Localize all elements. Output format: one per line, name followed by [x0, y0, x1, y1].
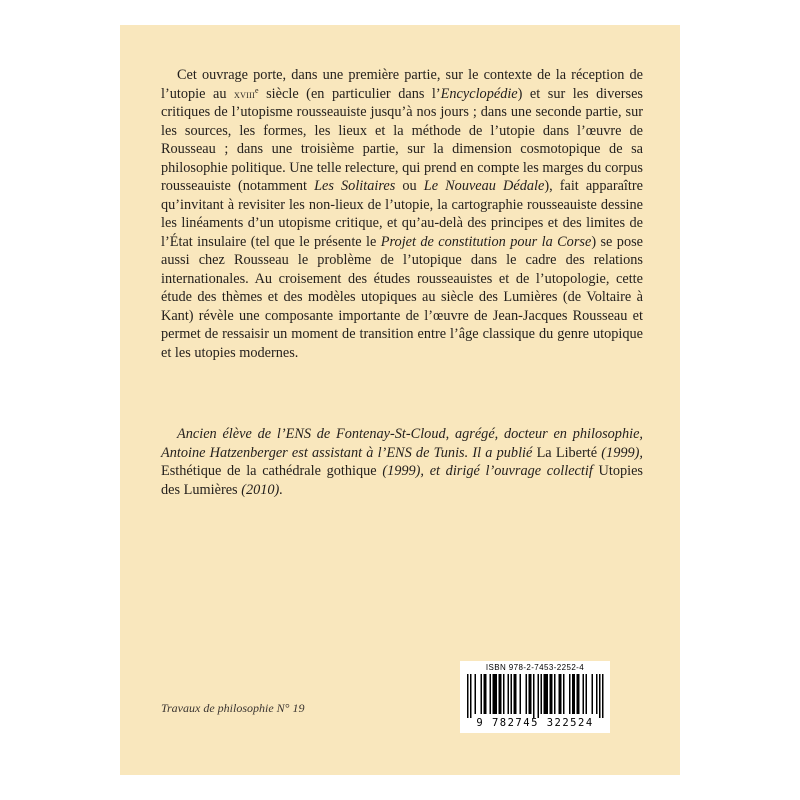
barcode-bar [583, 674, 585, 714]
barcode-bar [475, 674, 477, 714]
bio-text-1: Ancien élève de l’ENS de Fontenay-St-Cloud, agrégé, docteur en philosophie, Antoine Hatzenberger est assistant à l’ENS de Tunis. Il a publié [161, 426, 643, 461]
barcode-bar [529, 674, 532, 714]
barcode-bar [596, 674, 598, 714]
barcode-bar [577, 674, 580, 714]
barcode-bar [499, 674, 502, 714]
title-les-solitaires: Les Solitaires [314, 178, 396, 194]
barcode-bar [470, 674, 472, 718]
barcode-bar [538, 674, 540, 718]
barcode-bar [526, 674, 528, 714]
blurb-text-1: Cet ouvrage porte, dans une première partie, sur le contexte de la réception de l’utopie au [161, 67, 643, 102]
barcode-bar [503, 674, 505, 714]
title-projet-corse: Projet de constitution pour la Corse [380, 233, 592, 250]
blurb-text-4: ), fait apparaître qu’invitant à revisiter les non-lieux de l’utopie, la cartographie rousseauiste dessine les linéaments d’un utopisme critique, et qu’au-delà des principes et des limites de l’État insulaire (tel que le présente le [161, 178, 643, 250]
isbn-label: ISBN 978-2-7453-2252-4 [485, 663, 585, 672]
barcode-bar [467, 674, 469, 718]
blurb-text-3: ) et sur les diverses critiques de l’utopisme rousseauiste jusqu’à nos jours ; dans une seconde partie, sur les sources, les formes, les lieux et la méthode de l’utopie dans l’œuvre de Rousseau ; dans une troisième partie, sur la dimension cosmotopique de sa philosophie politique. Une telle relecture, qui prend en compte les marges du corpus rousseauiste (notamment [161, 85, 643, 194]
back-cover [120, 25, 680, 775]
series-label: Travaux de philosophie N° 19 [161, 701, 305, 715]
barcode-bar [481, 674, 483, 714]
barcode-bar [550, 674, 553, 714]
barcode-bar [599, 674, 601, 718]
barcode-bar [541, 674, 543, 714]
blurb-conjunction: ou [395, 178, 424, 194]
barcode-digits: 9 782745 322524 [476, 717, 594, 729]
author-bio [161, 425, 643, 499]
barcode-bar [493, 674, 498, 714]
barcode-bar [586, 674, 588, 714]
barcode-bar [520, 674, 522, 714]
bio-text-2: (1999), [597, 444, 643, 461]
title-esthetique: Esthétique de la cathédrale gothique [161, 463, 377, 479]
blurb-text-2: siècle (en particulier dans l’ [258, 85, 441, 102]
bio-text-3: (1999), et dirigé l’ouvrage collectif [376, 463, 599, 479]
barcode-bar [533, 674, 535, 718]
barcode-bar [569, 674, 571, 714]
barcode-bar [508, 674, 510, 714]
isbn-barcode [460, 661, 610, 733]
barcode-bar [572, 674, 575, 714]
barcode-bar [592, 674, 594, 714]
barcode-bar [602, 674, 604, 718]
barcode-bar [554, 674, 556, 714]
blurb-paragraph [161, 66, 643, 362]
bio-text-4: (2010). [237, 481, 283, 498]
title-utopies-lumieres: Utopies des Lumières [161, 463, 643, 498]
barcode-bar [484, 674, 487, 714]
barcode-bar [514, 674, 517, 714]
barcode-bar [511, 674, 513, 714]
barcode-bars [465, 674, 605, 718]
title-encyclopedie: Encyclopédie [440, 85, 518, 102]
century-numeral: xviii [234, 86, 256, 101]
title-la-liberte: La Liberté [536, 444, 598, 461]
barcode-bar [490, 674, 492, 714]
barcode-bar [563, 674, 565, 714]
title-nouveau-dedale: Le Nouveau Dédale [423, 178, 545, 194]
barcode-bar [559, 674, 562, 714]
barcode-bar [544, 674, 549, 714]
blurb-text-5: ) se pose aussi chez Rousseau le problème de l’utopique dans le cadre des relations internationales. Au croisement des études rousseauistes et de l’utopologie, cette étude des thèmes et des modèles utopiques au siècle des Lumières (de Voltaire à Kant) révèle une composante importante de l’œuvre de Jean-Jacques Rousseau et permet de ressaisir un moment de transition entre l’âge classique du genre utopique et les utopies modernes. [161, 233, 643, 361]
century-superscript: e [255, 85, 259, 95]
